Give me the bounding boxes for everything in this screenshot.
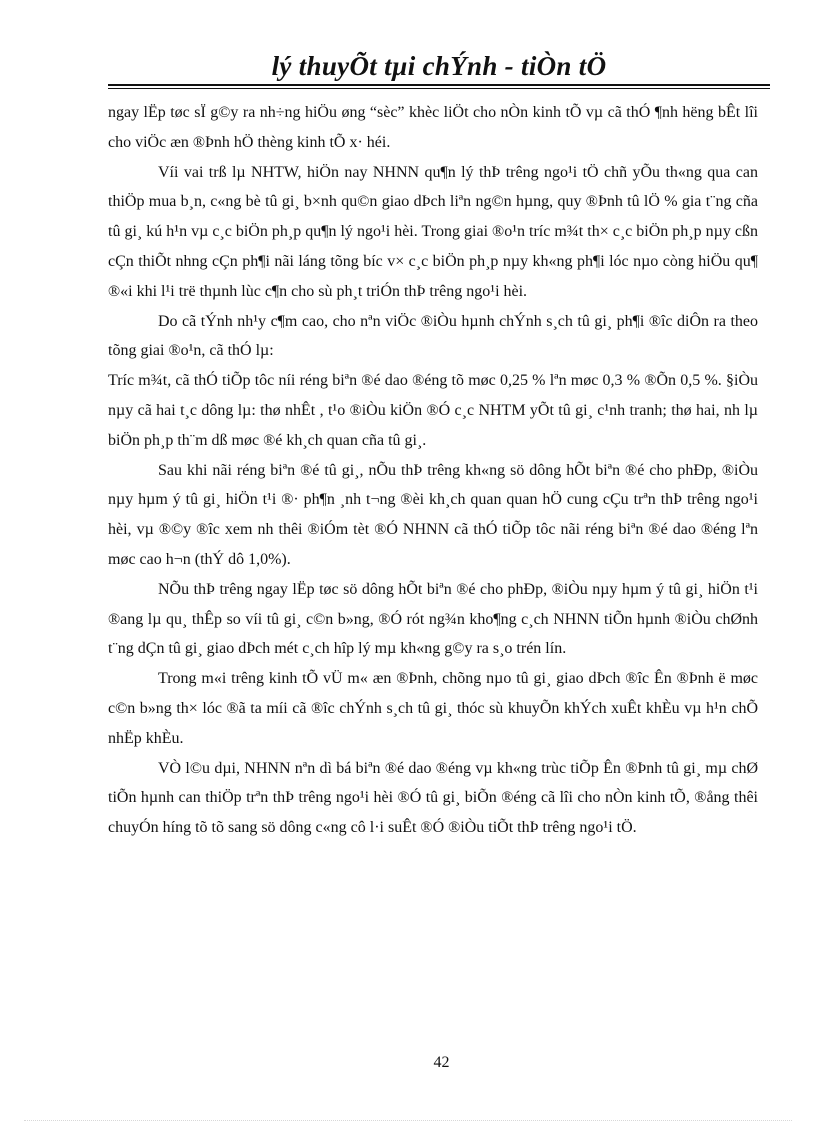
paragraph-7: Trong m«i trêng kinh tÕ vÜ m« æn ®Þnh, chõng nµo tû gi¸ giao dÞch ®îc Ên ®Þnh ë møc c©n b»ng th× lóc ®ã ta míi cã ®îc chÝnh s¸ch tû gi¸ thóc sù khuyÕn khÝch xuÊt khÈu vµ h¹n chÕ nhËp khÈu. <box>108 670 758 747</box>
paragraph-1: ngay lËp tøc sÏ g©y ra nh÷ng hiÖu øng “sèc” khèc liÖt cho nÒn kinh tÕ vµ cã thÓ ¶nh hëng bÊt lîi cho viÖc æn ®Þnh hÖ thèng kinh tÕ x· héi. <box>108 104 758 151</box>
paragraph-3: Do cã tÝnh nh¹y c¶m cao, cho nªn viÖc ®iÒu hµnh chÝnh s¸ch tû gi¸ ph¶i ®îc diÔn ra theo tõng giai ®o¹n, cã thÓ lµ: <box>108 312 758 360</box>
paragraph-6: NÕu thÞ trêng ngay lËp tøc sö dông hÕt biªn ®é cho phÐp, ®iÒu nµy hµm ý tû gi¸ hiÖn t¹i ®ang lµ qu¸ thÊp so víi tû gi¸ c©n b»ng, ®Ó rót ng¾n kho¶ng c¸ch NHNN tiÕn hµnh ®iÒu chØnh t¨ng dÇn tû gi¸ giao dÞch mét c¸ch hîp lý mµ kh«ng g©y ra s¸o trén lín. <box>108 580 758 658</box>
paragraph-5: Sau khi nãi réng biªn ®é tû gi¸, nÕu thÞ trêng kh«ng sö dông hÕt biªn ®é cho phÐp, ®iÒu nµy hµm ý tû gi¸ hiÖn t¹i ®· ph¶n ¸nh t¬ng ®èi kh¸ch quan quan hÖ cung cÇu trªn thÞ trêng ngo¹i hèi, vµ ®©y ®îc xem nh thêi ®iÓm tèt ®Ó NHNN cã thÓ tiÕp tôc nãi réng biªn ®é dao ®éng lªn møc cao h¬n (thÝ dô 1,0%). <box>108 461 758 568</box>
header-rule-thick <box>108 84 770 86</box>
document-body <box>108 98 758 843</box>
page-bottom-dotted-line <box>24 1120 792 1121</box>
paragraph-4: Tríc m¾t, cã thÓ tiÕp tôc níi réng biªn ®é dao ®éng tõ møc 0,25 % lªn møc 0,3 % ®Õn 0,5 %. §iÒu nµy cã hai t¸c dông lµ: thø nhÊt , t¹o ®iÒu kiÖn ®Ó c¸c NHTM yÕt tû gi¸ c¹nh tranh; thø hai, nh lµ biÖn ph¸p th¨m dß møc ®é kh¸ch quan cña tû gi¸. <box>108 372 758 449</box>
paragraph-2: Víi vai trß lµ NHTW, hiÖn nay NHNN qu¶n lý thÞ trêng ngo¹i tÖ chñ yÕu th«ng qua can thiÖp mua b¸n, c«ng bè tû gi¸ b×nh qu©n giao dÞch liªn ng©n hµng, quy ®Þnh tû lÖ % gia t¨ng cña tû gi¸ kú h¹n vµ c¸c biÖn ph¸p qu¶n lý ngo¹i hèi. Trong giai ®o¹n tríc m¾t th× c¸c biÖn ph¸p nµy cßn cÇn thiÕt nhng cÇn ph¶i nãi láng tõng bíc v× c¸c biÖn ph¸p nµy kh«ng ph¶i lóc nµo còng hiÖu qu¶ ®«i khi l¹i trë thµnh lùc c¶n cho sù ph¸t triÓn thÞ trêng ngo¹i hèi. <box>108 163 758 300</box>
paragraph-8: VÒ l©u dµi, NHNN nªn dì bá biªn ®é dao ®éng vµ kh«ng trùc tiÕp Ên ®Þnh tû gi¸ mµ chØ tiÕn hµnh can thiÖp trªn thÞ trêng ngo¹i hèi ®Ó tû gi¸ biÕn ®éng cã lîi cho nÒn kinh tÕ, ®ång thêi chuyÓn híng tõ tõ sang sö dông c«ng cô l·i suÊt ®Ó ®iÒu tiÕt thÞ trêng ngo¹i tÖ. <box>108 759 758 837</box>
header-rule-thin <box>108 88 770 89</box>
page-number: 42 <box>433 1054 450 1071</box>
running-header-title: lý thuyÕt tµi chÝnh - tiÒn tÖ <box>271 51 607 81</box>
